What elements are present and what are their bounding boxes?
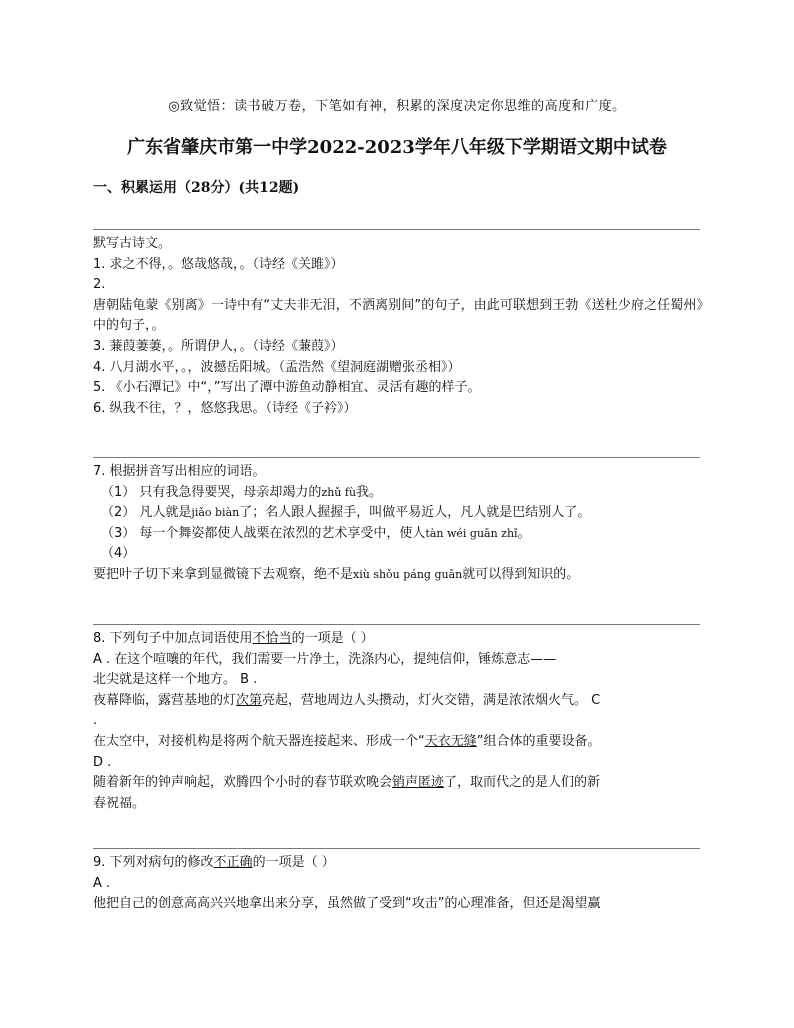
q9-option-a-1: 他把自己的创意高高兴兴地拿出来分享，虽然做了受到“攻击”的心理准备，但还是渴望赢 — [93, 896, 601, 912]
q7-sub-4-text: 要把叶子切下来拿到显微镜下去观察，绝不是xiù shǒu páng guān就可以得到知识的。 — [93, 566, 580, 582]
q8-option-b: 夜幕降临，露营基地的灯次第亮起，营地周边人头攒动，灯火交错，满是浓浓烟火气。 C — [93, 692, 601, 708]
q7-sub-2: （2） 凡人就是jiǎo biàn了；名人跟人握握手，叫做平易近人，凡人就是巴结别人了。 — [101, 505, 591, 521]
question-8-block — [93, 629, 703, 814]
q7-pinyin-1: zhǔ fù — [321, 485, 357, 499]
question-9-block — [93, 853, 703, 915]
q7-intro: 7. 根据拼音写出相应的词语。 — [93, 464, 266, 479]
motto-line: ◎致觉悟：读书破万卷，下笔如有神，积累的深度决定你思维的高度和广度。 — [168, 99, 626, 114]
q8-option-c: 在太空中，对接机构是将两个航天器连接起来、形成一个“天衣无缝”组合体的重要设备。 — [93, 733, 601, 749]
q1-item-2-text: 唐朝陆龟蒙《别离》一诗中有“丈夫非无泪，不洒离别间”的句子，由此可联想到王勃《送杜少府之任蜀州》中的句子，。 — [93, 297, 703, 334]
q1-item-6: 6. 纵我不往，？，悠悠我思。（诗经《子衿》） — [93, 400, 357, 416]
q8-option-d-label: D . — [93, 754, 112, 770]
q7-pinyin-3: tàn wéi guān zhǐ — [425, 526, 518, 540]
q7-sub-3: （3） 每一个舞姿都使人战栗在浓烈的艺术享受中，使人tàn wéi guān zhǐ。 — [101, 525, 531, 541]
exam-title: 广东省肇庆市第一中学2022-2023学年八年级下学期语文期中试卷 — [127, 137, 667, 158]
q9-intro: 9. 下列对病句的修改不正确的一项是（ ） — [93, 855, 335, 870]
question-1-block — [93, 234, 703, 419]
q8-option-b-2: . — [93, 713, 98, 729]
q7-pinyin-2: jiǎo biàn — [191, 506, 240, 520]
q7-sub-4: （4） — [101, 546, 136, 562]
q1-item-5: 5. 《小石潭记》中“，”写出了潭中游鱼动静相宜、灵活有趣的样子。 — [93, 380, 481, 396]
q8-option-a-1: A . 在这个喧嚷的年代，我们需要一片净土，洗涤内心，提纯信仰，锤炼意志—— — [93, 651, 557, 667]
q8-option-d-2: 春祝福。 — [93, 795, 146, 811]
q1-intro: 默写古诗文。 — [93, 236, 172, 251]
divider-4 — [93, 848, 700, 849]
q1-item-3: 3. 蒹葭萋萋，。所谓伊人，。（诗经《蒹葭》） — [93, 338, 344, 354]
q8-option-a-2: 北尖就是这样一个地方。 B . — [93, 672, 258, 688]
q8-option-d-1: 随着新年的钟声响起，欢腾四个小时的春节联欢晚会销声匿迹了，取而代之的是人们的新 — [93, 775, 601, 791]
question-7-block — [93, 462, 703, 586]
q9-option-a-label: A . — [93, 875, 111, 891]
q1-item-2-num: 2. — [93, 277, 106, 293]
q1-item-1: 1. 求之不得，。悠哉悠哉，。（诗经《关雎》） — [93, 256, 344, 272]
divider-3 — [93, 624, 700, 625]
divider-1 — [93, 229, 700, 230]
q7-sub-1: （1） 只有我急得要哭，母亲却竭力的zhǔ fù我。 — [101, 484, 383, 500]
divider-2 — [93, 457, 700, 458]
q8-intro: 8. 下列句子中加点词语使用不恰当的一项是（ ） — [93, 631, 374, 646]
q1-item-4: 4. 八月湖水平，。，波撼岳阳城。（孟浩然《望洞庭湖赠张丞相》） — [93, 359, 461, 375]
q7-pinyin-4: xiù shǒu páng guān — [353, 567, 463, 581]
section-heading: 一、积累运用（28分）(共12题) — [93, 180, 300, 196]
